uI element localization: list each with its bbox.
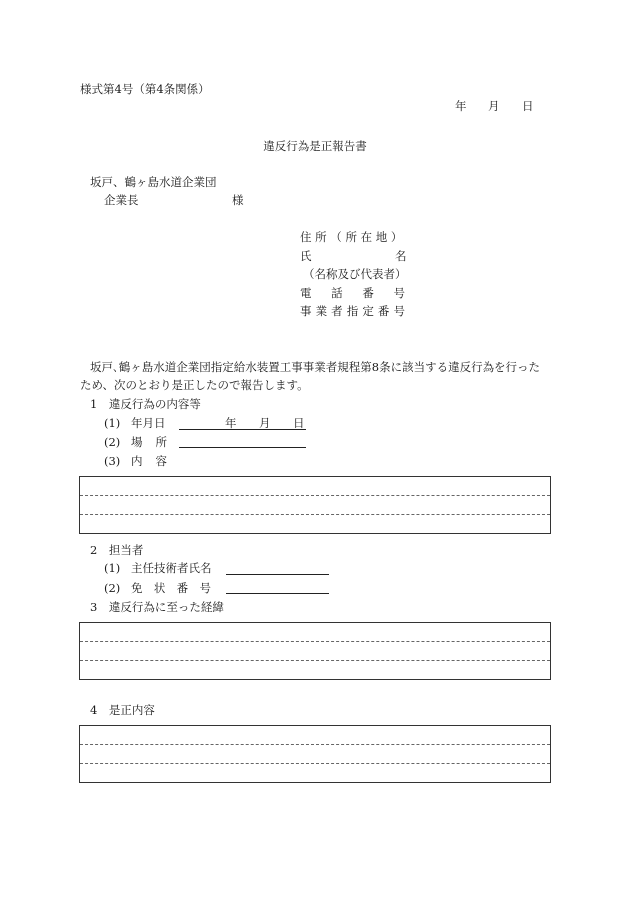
location-label: 場 所 bbox=[131, 435, 167, 449]
item-number: (2) bbox=[104, 435, 121, 449]
correction-dashed-line bbox=[80, 744, 550, 745]
section2-heading: 2 担当者 bbox=[90, 543, 144, 557]
location-field[interactable] bbox=[179, 447, 306, 448]
item-number: (1) bbox=[104, 561, 121, 575]
content-textbox[interactable] bbox=[79, 476, 551, 534]
addressee-position: 企業長 bbox=[104, 193, 139, 207]
item-number: (3) bbox=[104, 454, 121, 468]
addressee-organization: 坂戸、鶴ヶ島水道企業団 bbox=[90, 175, 217, 189]
background-dashed-line bbox=[80, 660, 550, 661]
date-label: 年月日 bbox=[131, 416, 166, 430]
section3-heading: 3 違反行為に至った経緯 bbox=[90, 600, 224, 614]
item-number: (1) bbox=[104, 416, 121, 430]
form-number: 様式第4号（第4条関係） bbox=[80, 82, 210, 96]
correction-textbox[interactable] bbox=[79, 725, 551, 783]
address-label: 住 所 （ 所 在 地 ） bbox=[300, 230, 403, 244]
addressee-honorific: 様 bbox=[232, 193, 244, 207]
background-textbox[interactable] bbox=[79, 622, 551, 680]
phone-label: 電 話 番 号 bbox=[300, 286, 405, 300]
content-label: 内 容 bbox=[131, 454, 167, 468]
background-dashed-line bbox=[80, 641, 550, 642]
date-year-label: 年 bbox=[455, 99, 467, 113]
incident-day-label: 日 bbox=[293, 416, 305, 430]
name-label-second: 名 bbox=[395, 249, 407, 263]
license-number-label: 免 状 番 号 bbox=[131, 581, 211, 595]
incident-year-label: 年 bbox=[225, 416, 237, 430]
incident-month-label: 月 bbox=[259, 416, 271, 430]
item-number: (2) bbox=[104, 581, 121, 595]
section1-heading: 1 違反行為の内容等 bbox=[90, 397, 201, 411]
chief-engineer-label: 主任技術者氏名 bbox=[131, 561, 212, 575]
license-number-field[interactable] bbox=[226, 593, 329, 594]
correction-dashed-line bbox=[80, 763, 550, 764]
incident-date-field[interactable] bbox=[179, 429, 306, 430]
body-paragraph-line1: 坂戸､鶴ヶ島水道企業団指定給水装置工事事業者規程第8条に該当する違反行為を行った bbox=[90, 360, 541, 374]
date-day-label: 日 bbox=[522, 99, 534, 113]
date-month-label: 月 bbox=[488, 99, 500, 113]
page-title: 違反行為是正報告書 bbox=[263, 139, 367, 153]
name-label-first: 氏 bbox=[300, 249, 312, 263]
section4-heading: 4 是正内容 bbox=[90, 703, 155, 717]
content-dashed-line bbox=[80, 514, 550, 515]
chief-engineer-field[interactable] bbox=[226, 574, 329, 575]
designation-label: 事 業 者 指 定 番 号 bbox=[300, 304, 405, 318]
body-paragraph-line2: ため、次のとおり是正したので報告します。 bbox=[80, 378, 309, 392]
name-note: （名称及び代表者） bbox=[303, 267, 407, 281]
content-dashed-line bbox=[80, 495, 550, 496]
